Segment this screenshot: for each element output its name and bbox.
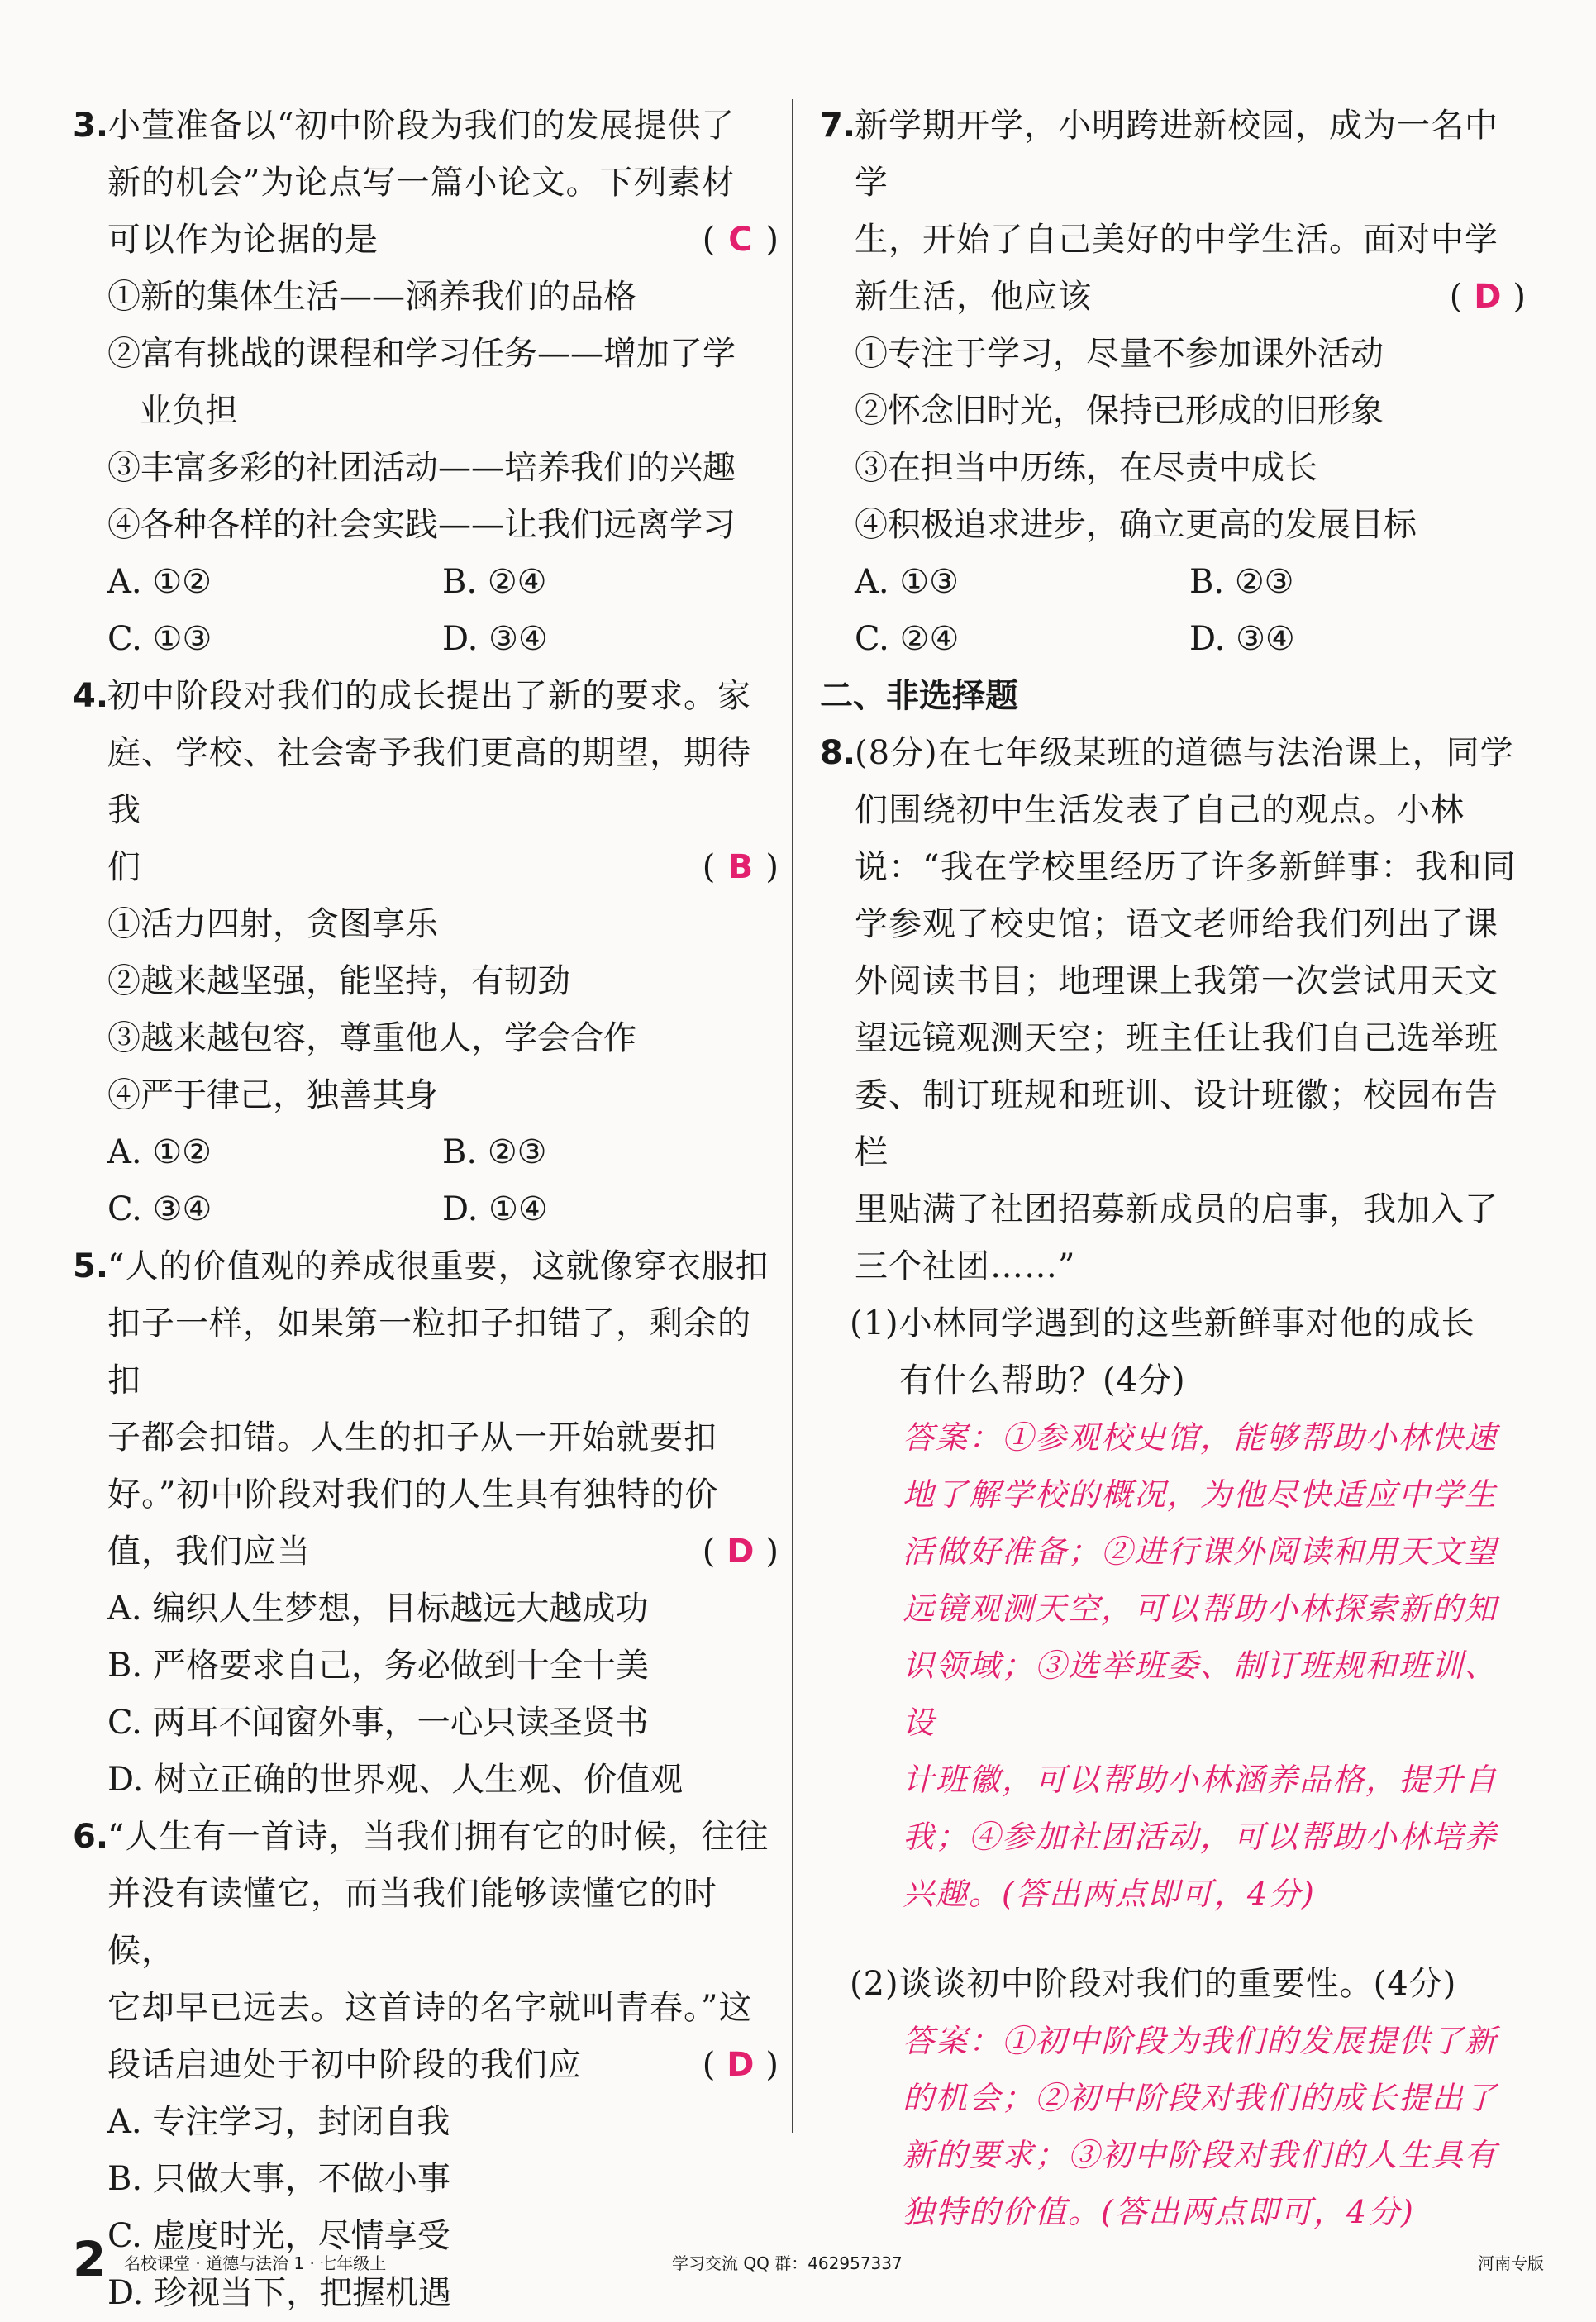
question-text-line: 里贴满了社团招募新成员的启事，我加入了 [855, 1190, 1498, 1228]
question-text-line: 段话启迪处于初中阶段的我们应 [107, 2046, 582, 2084]
answer-line: 计班徽，可以帮助小林涵养品格，提升自 [903, 1762, 1498, 1798]
choice-b: B. ②③ [442, 1133, 547, 1171]
question-text-line: 好。”初中阶段对我们的人生具有独特的价 [107, 1476, 719, 1514]
answer-line: 识领域；③选举班委、制订班规和班训、设 [903, 1647, 1498, 1741]
question-number: 3. [73, 107, 109, 145]
question-text-line: 新学期开学，小明跨进新校园，成为一名中学 [855, 107, 1498, 202]
section-heading: 二、非选择题 [820, 677, 1018, 715]
question-text-line: 新的机会”为论点写一篇小论文。下列素材 [107, 164, 736, 202]
statement-item: ③越来越包容，尊重他人，学会合作 [107, 1019, 636, 1057]
choice-a: A. ①③ [855, 563, 960, 601]
question-5 [73, 1238, 779, 1809]
statement-item: ①活力四射，贪图享乐 [107, 905, 438, 943]
answer-line: 答案：①初中阶段为我们的发展提供了新 [903, 2023, 1498, 2059]
question-text-line: 可以作为论据的是 [107, 221, 379, 259]
sub-question-line: (2)谈谈初中阶段对我们的重要性。(4分) [850, 1965, 1457, 2003]
statement-item: ④各种各样的社会实践——让我们远离学习 [107, 506, 736, 544]
column-divider [792, 99, 793, 2133]
choice-c: C. 虚度时光，尽情享受 [107, 2217, 450, 2255]
choice-a: A. 编织人生梦想，目标越远大越成功 [107, 1590, 649, 1628]
qq-group: 学习交流 QQ 群：462957337 [672, 2253, 903, 2273]
choice-b: B. 严格要求自己，务必做到十全十美 [107, 1647, 649, 1685]
statement-item: ②富有挑战的课程和学习任务——增加了学 [107, 335, 736, 373]
question-text-line: 们 [107, 848, 141, 886]
left-column [73, 98, 779, 2322]
answer-2 [820, 2013, 1527, 2241]
question-number: 7. [820, 107, 856, 145]
question-text-line: 小萱准备以“初中阶段为我们的发展提供了 [107, 107, 736, 145]
answer-bracket: ( D ) [1450, 269, 1527, 326]
question-text-line: 说：“我在学校里经历了许多新鲜事：我和同 [855, 848, 1517, 886]
choice-a: A. ①② [107, 563, 212, 601]
choice-b: B. 只做大事，不做小事 [107, 2160, 450, 2198]
answer-letter: B [727, 848, 755, 886]
question-text-line: 并没有读懂它，而当我们能够读懂它的时候， [107, 1875, 717, 1970]
page-number: 2 [73, 2231, 107, 2287]
choice-d: D. 珍视当下，把握机遇 [107, 2274, 452, 2312]
statement-item: ②怀念旧时光，保持已形成的旧形象 [855, 392, 1384, 430]
statement-item: ④积极追求进步，确立更高的发展目标 [855, 506, 1417, 544]
statement-item: ②越来越坚强，能坚持，有韧劲 [107, 962, 570, 1000]
right-column [820, 98, 1527, 2241]
answer-letter: D [727, 2046, 755, 2084]
question-text-line: 值，我们应当 [107, 1533, 311, 1571]
question-text-line: (8分)在七年级某班的道德与法治课上，同学 [855, 734, 1514, 772]
choice-d: D. ①④ [442, 1190, 548, 1228]
answer-letter: D [727, 1533, 755, 1571]
book-title: 名校课堂 · 道德与法治 1 · 七年级上 [124, 2253, 387, 2273]
question-text-line: 们围绕初中生活发表了自己的观点。小林 [855, 791, 1465, 829]
choice-b: B. ②③ [1189, 563, 1294, 601]
statement-item: ④严于律己，独善其身 [107, 1076, 438, 1114]
answer-bracket: ( D ) [703, 1523, 779, 1581]
answer-choices [820, 554, 1527, 668]
answer-bracket: ( C ) [703, 212, 779, 269]
statement-item: ①新的集体生活——涵养我们的品格 [107, 278, 636, 316]
question-text-line: 子都会扣错。人生的扣子从一开始就要扣 [107, 1418, 717, 1457]
statement-item-continued: 业负担 [139, 392, 238, 430]
sub-question-line: 有什么帮助？(4分) [899, 1361, 1186, 1399]
answer-choices [73, 554, 779, 668]
question-text-line: 望远镜观测天空；班主任让我们自己选举班 [855, 1019, 1498, 1057]
question-text-line: “人生有一首诗，当我们拥有它的时候，往往 [107, 1818, 769, 1856]
answer-line: 地了解学校的概况，为他尽快适应中学生 [903, 1476, 1498, 1513]
question-text-line: 生，开始了自己美好的中学生活。面对中学 [855, 221, 1498, 259]
question-number: 6. [73, 1818, 109, 1856]
answer-line: 答案：①参观校史馆，能够帮助小林快速 [903, 1419, 1498, 1456]
question-8 [820, 725, 1527, 2241]
question-text-line: 扣子一样，如果第一粒扣子扣错了，剩余的扣 [107, 1304, 751, 1399]
choice-c: C. ①③ [107, 620, 212, 658]
statement-item: ③丰富多彩的社团活动——培养我们的兴趣 [107, 449, 736, 487]
answer-line: 新的要求；③初中阶段对我们的人生具有 [903, 2137, 1498, 2173]
choice-c: C. ②④ [855, 620, 960, 658]
question-4 [73, 668, 779, 1238]
question-number: 5. [73, 1247, 109, 1285]
answer-letter: D [1474, 278, 1503, 316]
statement-item: ③在担当中历练，在尽责中成长 [855, 449, 1317, 487]
question-text-line: 三个社团……” [855, 1247, 1076, 1285]
question-text-line: 初中阶段对我们的成长提出了新的要求。家 [107, 677, 751, 715]
answer-bracket: ( D ) [703, 2037, 779, 2094]
choice-b: B. ②④ [442, 563, 547, 601]
choice-d: D. ③④ [442, 620, 548, 658]
choice-c: C. ③④ [107, 1190, 212, 1228]
question-text-line: 外阅读书目；地理课上我第一次尝试用天文 [855, 962, 1498, 1000]
question-text-line: 学参观了校史馆；语文老师给我们列出了课 [855, 905, 1498, 943]
answer-line: 兴趣。(答出两点即可，4分) [903, 1876, 1316, 1912]
question-text-line: 委、制订班规和班训、设计班徽；校园布告栏 [855, 1076, 1498, 1171]
choice-d: D. ③④ [1189, 620, 1295, 658]
answer-line: 的机会；②初中阶段对我们的成长提出了 [903, 2080, 1498, 2116]
question-text-line: 新生活，他应该 [855, 278, 1092, 316]
answer-line: 远镜观测天空，可以帮助小林探索新的知 [903, 1590, 1498, 1627]
answer-line: 我；④参加社团活动，可以帮助小林培养 [903, 1819, 1498, 1855]
question-number: 4. [73, 677, 109, 715]
sub-question-1 [820, 1295, 1527, 1409]
answer-letter: C [728, 221, 754, 259]
answer-1 [820, 1409, 1527, 1923]
answer-line: 活做好准备；②进行课外阅读和用天文望 [903, 1533, 1498, 1570]
question-text-line: 庭、学校、社会寄予我们更高的期望，期待我 [107, 734, 751, 829]
answer-bracket: ( B ) [703, 839, 779, 896]
choice-a: A. 专注学习，封闭自我 [107, 2103, 450, 2141]
statement-item: ①专注于学习，尽量不参加课外活动 [855, 335, 1384, 373]
answer-choices [73, 1124, 779, 1238]
edition-label: 河南专版 [1478, 2253, 1544, 2273]
question-number: 8. [820, 734, 856, 772]
answer-line: 独特的价值。(答出两点即可，4分) [903, 2194, 1415, 2230]
question-text-line: 它却早已远去。这首诗的名字就叫青春。”这 [107, 1989, 753, 2027]
question-3 [73, 98, 779, 668]
question-text-line: “人的价值观的养成很重要，这就像穿衣服扣 [107, 1247, 769, 1285]
question-7 [820, 98, 1527, 668]
page-footer [73, 2230, 1544, 2288]
choice-d: D. 树立正确的世界观、人生观、价值观 [107, 1761, 684, 1799]
sub-question-line: (1)小林同学遇到的这些新鲜事对他的成长 [850, 1304, 1475, 1342]
choice-c: C. 两耳不闻窗外事，一心只读圣贤书 [107, 1704, 649, 1742]
sub-question-2 [820, 1956, 1527, 2013]
choice-a: A. ①② [107, 1133, 212, 1171]
